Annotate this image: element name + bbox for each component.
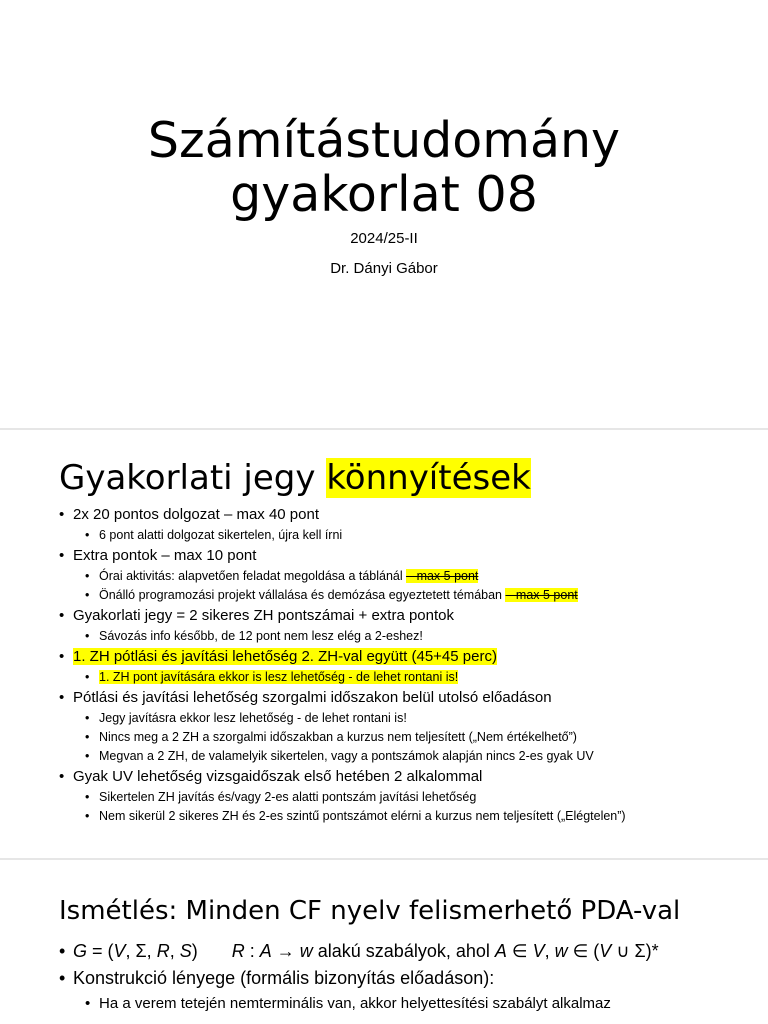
- list-item: • Pótlási és javítási lehetőség szorgalmi időszakon belül utolsó előadáson: [59, 688, 749, 707]
- list-item: [59, 587, 749, 603]
- list-item: [59, 669, 749, 685]
- item-text: Órai aktivitás: alapvetően feladat megoldása a táblánál: [99, 569, 407, 583]
- grammar-definition: • G = (V, Σ, R, S) R : A → w alakú szabályok, ahol A ∈ V, w ∈ (V ∪ Σ)*: [59, 939, 749, 963]
- list-item: • Nem sikerül 2 sikeres ZH és 2-es szintű pontszámot elérni a kurzus nem teljesített („Elégtelen”): [59, 808, 749, 824]
- author-label: Dr. Dányi Gábor: [330, 260, 438, 277]
- title-plain: Gyakorlati jegy: [59, 458, 327, 498]
- list-item: • Ha a verem tetején nemterminális van, akkor helyettesítési szabályt alkalmaz: [59, 994, 749, 1014]
- list-item: [59, 568, 749, 584]
- title-line-1: Számítástudomány: [147, 112, 621, 169]
- semester-label: 2024/25-II: [350, 230, 418, 247]
- list-item: • Gyakorlati jegy = 2 sikeres ZH pontszámai + extra pontok: [59, 606, 749, 625]
- list-item: • Megvan a 2 ZH, de valamelyik sikertelen, vagy a pontszámok alapján nincs 2-es gyak UV: [59, 748, 749, 764]
- review-slide-title: Ismétlés: Minden CF nyelv felismerhető PDA-val: [59, 896, 681, 926]
- item-text: Önálló programozási projekt vállalása és demózása egyeztetett témában: [99, 588, 506, 602]
- title-slide: [0, 0, 768, 428]
- highlighted-text: 1. ZH pótlási és javítási lehetőség 2. ZH-val együtt (45+45 perc): [73, 648, 497, 665]
- review-slide: [0, 860, 768, 1024]
- title-highlight: könnyítések: [326, 458, 531, 498]
- grading-slide-title: [59, 456, 531, 500]
- list-item: • 6 pont alatti dolgozat sikertelen, újra kell írni: [59, 527, 749, 543]
- list-item: • Nincs meg a 2 ZH a szorgalmi időszakban a kurzus nem teljesített („Nem értékelhető”): [59, 729, 749, 745]
- list-item: • 2x 20 pontos dolgozat – max 40 pont: [59, 505, 749, 524]
- grading-bullet-list: [59, 502, 749, 824]
- grading-slide: [0, 430, 768, 858]
- struck-highlight: – max 5 pont: [505, 588, 578, 602]
- list-item: • Extra pontok – max 10 pont: [59, 546, 749, 565]
- list-item: • Konstrukció lényege (formális bizonyítás előadáson):: [59, 966, 749, 990]
- list-item: • Sikertelen ZH javítás és/vagy 2-es alatti pontszám javítási lehetőség: [59, 789, 749, 805]
- list-item: • Gyak UV lehetőség vizsgaidőszak első hetében 2 alkalommal: [59, 767, 749, 786]
- list-item: [59, 647, 749, 666]
- struck-highlight: – max 5 pont: [406, 569, 479, 583]
- title-slide-heading: [0, 114, 768, 222]
- highlighted-text: 1. ZH pont javítására ekkor is lesz lehetőség - de lehet rontani is!: [99, 670, 459, 684]
- title-line-2: gyakorlat 08: [230, 166, 538, 223]
- list-item: • Jegy javításra ekkor lesz lehetőség - de lehet rontani is!: [59, 710, 749, 726]
- review-bullet-list: [59, 936, 749, 1014]
- list-item: • Sávozás info később, de 12 pont nem lesz elég a 2-eshez!: [59, 628, 749, 644]
